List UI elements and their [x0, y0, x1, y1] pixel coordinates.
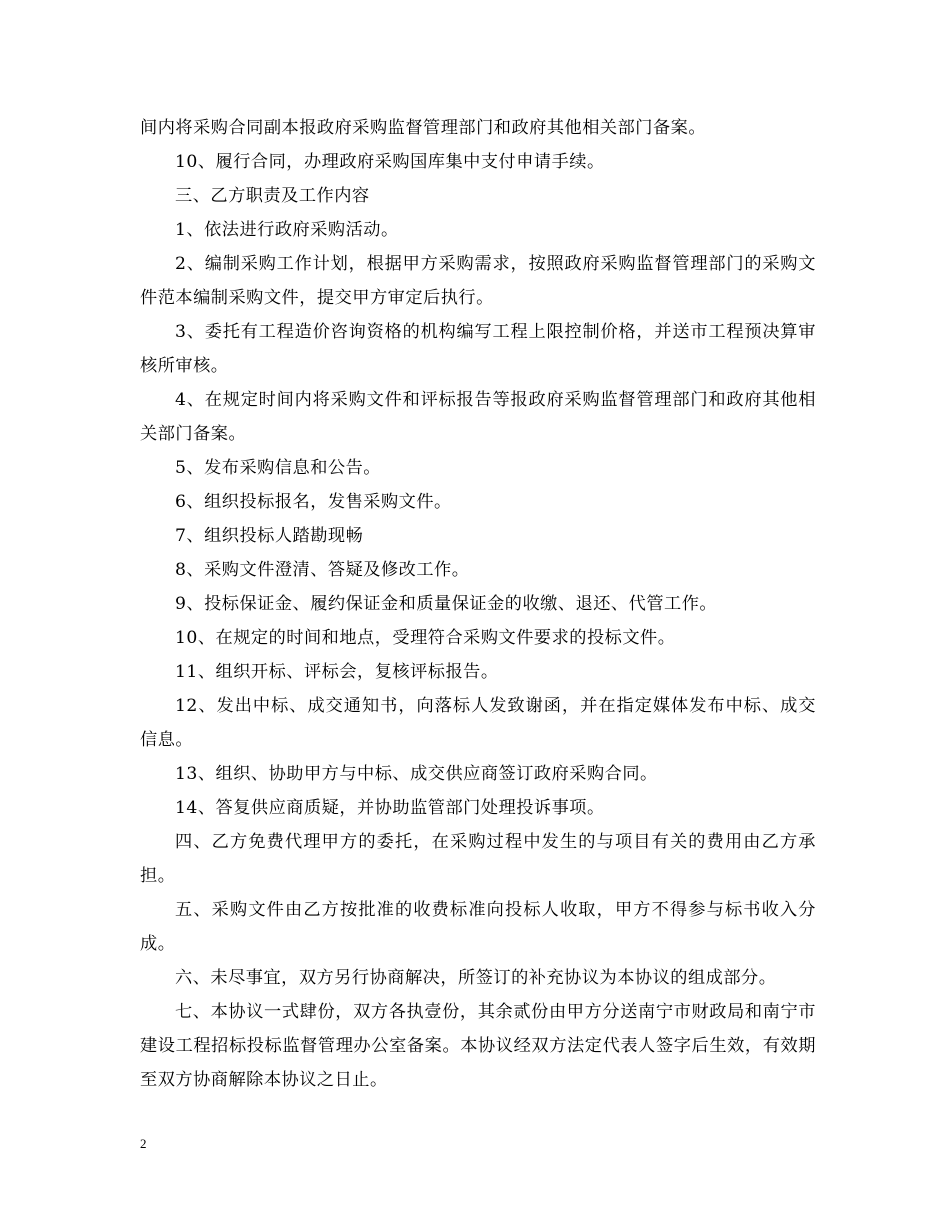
paragraph: 9、投标保证金、履约保证金和质量保证金的收缴、退还、代管工作。 — [175, 594, 718, 614]
page-number: 2 — [140, 1136, 147, 1151]
section-heading: 五、采购文件由乙方按批准的收费标准向投标人收取，甲方不得参与标书收入分成。 — [140, 900, 816, 954]
paragraph: 10、在规定的时间和地点，受理符合采购文件要求的投标文件。 — [175, 628, 676, 648]
paragraph: 间内将采购合同副本报政府采购监督管理部门和政府其他相关部门备案。 — [140, 118, 707, 138]
paragraph: 13、组织、协助甲方与中标、成交供应商签订政府采购合同。 — [175, 764, 658, 784]
section-heading: 四、乙方免费代理甲方的委托，在采购过程中发生的与项目有关的费用由乙方承担。 — [140, 832, 816, 886]
paragraph: 3、委托有工程造价咨询资格的机构编写工程上限控制价格，并送市工程预决算审核所审核。 — [140, 322, 816, 376]
section-heading: 六、未尽事宜，双方另行协商解决，所签订的补充协议为本协议的组成部分。 — [175, 968, 777, 988]
paragraph: 1、依法进行政府采购活动。 — [175, 220, 399, 240]
paragraph: 12、发出中标、成交通知书，向落标人发致谢函，并在指定媒体发布中标、成交信息。 — [140, 696, 816, 750]
paragraph: 4、在规定时间内将采购文件和评标报告等报政府采购监督管理部门和政府其他相关部门备案。 — [140, 390, 816, 444]
section-heading: 三、乙方职责及工作内容 — [175, 186, 370, 206]
paragraph: 7、组织投标人踏勘现畅 — [175, 526, 364, 546]
paragraph: 2、编制采购工作计划，根据甲方采购需求，按照政府采购监督管理部门的采购文件范本编制采购文件，提交甲方审定后执行。 — [140, 254, 816, 308]
paragraph: 8、采购文件澄清、答疑及修改工作。 — [175, 560, 470, 580]
document-body — [140, 111, 816, 1097]
paragraph: 14、答复供应商质疑，并协助监管部门处理投诉事项。 — [175, 798, 605, 818]
paragraph: 5、发布采购信息和公告。 — [175, 458, 381, 478]
paragraph: 6、组织投标报名，发售采购文件。 — [175, 492, 452, 512]
section-heading: 七、本协议一式肆份，双方各执壹份，其余贰份由甲方分送南宁市财政局和南宁市建设工程招标投标监督管理办公室备案。本协议经双方法定代表人签字后生效，有效期至双方协商解除本协议之日止。 — [140, 1002, 816, 1090]
paragraph: 10、履行合同，办理政府采购国库集中支付申请手续。 — [175, 152, 605, 172]
paragraph: 11、组织开标、评标会，复核评标报告。 — [175, 662, 499, 682]
